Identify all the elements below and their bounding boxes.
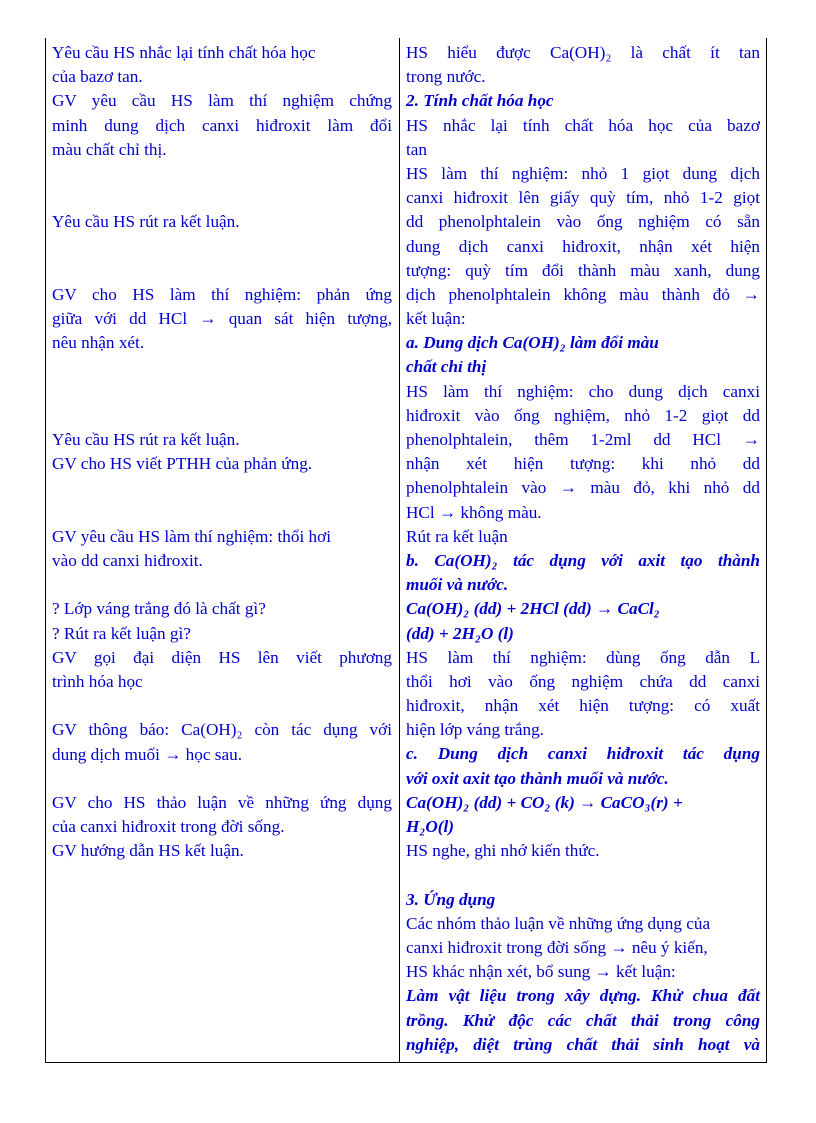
left-text-line: Yêu cầu HS rút ra kết luận. [52, 212, 240, 232]
right-text-line: HS nhắc lại tính chất hóa học của bazơ [406, 115, 760, 135]
subsection-heading: chất chỉ thị [406, 357, 487, 377]
right-text-line: kết luận: [406, 309, 466, 329]
table-column-divider [399, 38, 400, 1062]
right-text-line: dung dịch canxi hiđroxit, nhận xét hiện [406, 236, 760, 256]
right-text-line: phenolphtalein vào → màu đỏ, khi nhỏ dd [406, 478, 760, 498]
right-text-line: Rút ra kết luận [406, 526, 508, 546]
right-text-line: dd phenolphtalein vào ống nghiệm có sẵn [406, 212, 760, 232]
right-text-line: HS nghe, ghi nhớ kiến thức. [406, 841, 600, 861]
left-text-line: của bazơ tan. [52, 67, 143, 87]
left-text-line: GV yêu cầu HS làm thí nghiệm chứng [52, 91, 392, 111]
right-text-line: thổi hơi vào ống nghiệm chứa dd canxi [406, 671, 760, 691]
right-text-line: hiđroxit, nhận xét hiện tượng: có xuất [406, 696, 760, 716]
left-text-line: ? Rút ra kết luận gì? [52, 623, 191, 643]
right-text-line: nhận xét hiện tượng: khi nhỏ dd [406, 454, 760, 474]
chemical-equation: Ca(OH)₂ (dd) + CO₂ (k) → CaCO₃(r) + [406, 792, 683, 812]
left-text-line: của canxi hiđroxit trong đời sống. [52, 817, 285, 837]
section-heading: 3. Ứng dụng [406, 889, 496, 909]
left-text-line: giữa với dd HCl → quan sát hiện tượng, [52, 309, 392, 329]
right-text-line: trong nước. [406, 67, 486, 87]
subsection-heading: với oxit axit tạo thành muối và nước. [406, 768, 669, 788]
table-left-border [45, 38, 46, 1062]
chemical-equation: Ca(OH)₂ (dd) + 2HCl (dd) → CaCl₂ [406, 599, 660, 619]
left-text-line: minh dung dịch canxi hiđroxit làm đổi [52, 115, 392, 135]
right-text-line: HS làm thí nghiệm: dùng ống dẫn L [406, 647, 760, 667]
left-text-line: vào dd canxi hiđroxit. [52, 551, 203, 570]
left-text-line: GV cho HS viết PTHH của phản ứng. [52, 454, 313, 474]
right-text-line: phenolphtalein, thêm 1-2ml dd HCl → [406, 430, 760, 449]
conclusion-text: Làm vật liệu trong xây dựng. Khử chua đất [406, 986, 760, 1006]
subsection-heading: c. Dung dịch canxi hiđroxit tác dụng [406, 744, 760, 764]
right-text-line: HCl → không màu. [406, 502, 542, 522]
right-text-line: tượng: quỳ tím đổi thành màu xanh, dung [406, 260, 760, 280]
left-text-line: Yêu cầu HS nhắc lại tính chất hóa học [52, 43, 316, 62]
left-text-line: trình hóa học [52, 671, 143, 691]
right-text-line: tan [406, 139, 427, 159]
conclusion-text: nghiệp, diệt trùng chất thải sinh hoạt và [406, 1034, 760, 1054]
student-activities-column [406, 41, 760, 1057]
right-text-line: Các nhóm thảo luận về những ứng dụng của [406, 913, 711, 933]
right-text-line: HS khác nhận xét, bổ sung → kết luận: [406, 962, 676, 982]
chemical-equation: H₂O(l) [406, 817, 454, 836]
right-text-line: HS làm thí nghiệm: cho dung dịch canxi [406, 381, 760, 401]
left-text-line: GV cho HS thảo luận về những ứng dụng [52, 792, 392, 812]
left-text-line: Yêu cầu HS rút ra kết luận. [52, 430, 240, 450]
teacher-activities-column [52, 41, 392, 863]
left-text-line: GV gọi đại diện HS lên viết phương [52, 647, 392, 667]
right-text-line: dịch phenolphtalein không màu thành đỏ → [406, 284, 760, 304]
left-text-line: GV cho HS làm thí nghiệm: phản ứng [52, 284, 392, 304]
lesson-table [45, 38, 767, 1063]
left-text-line: GV yêu cầu HS làm thí nghiệm: thổi hơi [52, 526, 331, 546]
left-text-line: GV thông báo: Ca(OH)₂ còn tác dụng với [52, 720, 392, 740]
right-text-line: hiđroxit vào ống nghiệm, nhỏ 1-2 giọt dd [406, 405, 760, 425]
section-heading: 2. Tính chất hóa học [406, 91, 554, 111]
chemical-equation: (dd) + 2H₂O (l) [406, 623, 514, 643]
right-text-line: hiện lớp váng trắng. [406, 720, 544, 740]
right-text-line: canxi hiđroxit lên giấy quỳ tím, nhỏ 1-2 giọt [406, 188, 760, 208]
subsection-heading: a. Dung dịch Ca(OH)₂ làm đổi màu [406, 333, 659, 353]
left-text-line: màu chất chỉ thị. [52, 139, 167, 159]
conclusion-text: trồng. Khử độc các chất thải trong công [406, 1010, 760, 1030]
left-text-line: GV hướng dẫn HS kết luận. [52, 841, 244, 861]
subsection-heading: b. Ca(OH)₂ tác dụng với axit tạo thành [406, 550, 760, 570]
right-text-line: HS hiểu được Ca(OH)₂ là chất ít tan [406, 43, 760, 62]
left-text-line: nêu nhận xét. [52, 333, 145, 353]
right-text-line: HS làm thí nghiệm: nhỏ 1 giọt dung dịch [406, 163, 760, 183]
table-right-border [766, 38, 767, 1062]
left-text-line: dung dịch muối → học sau. [52, 744, 242, 764]
right-text-line: canxi hiđroxit trong đời sống → nêu ý kiến, [406, 937, 708, 957]
subsection-heading: muối và nước. [406, 575, 509, 595]
left-text-line: ? Lớp váng trắng đó là chất gì? [52, 599, 266, 619]
